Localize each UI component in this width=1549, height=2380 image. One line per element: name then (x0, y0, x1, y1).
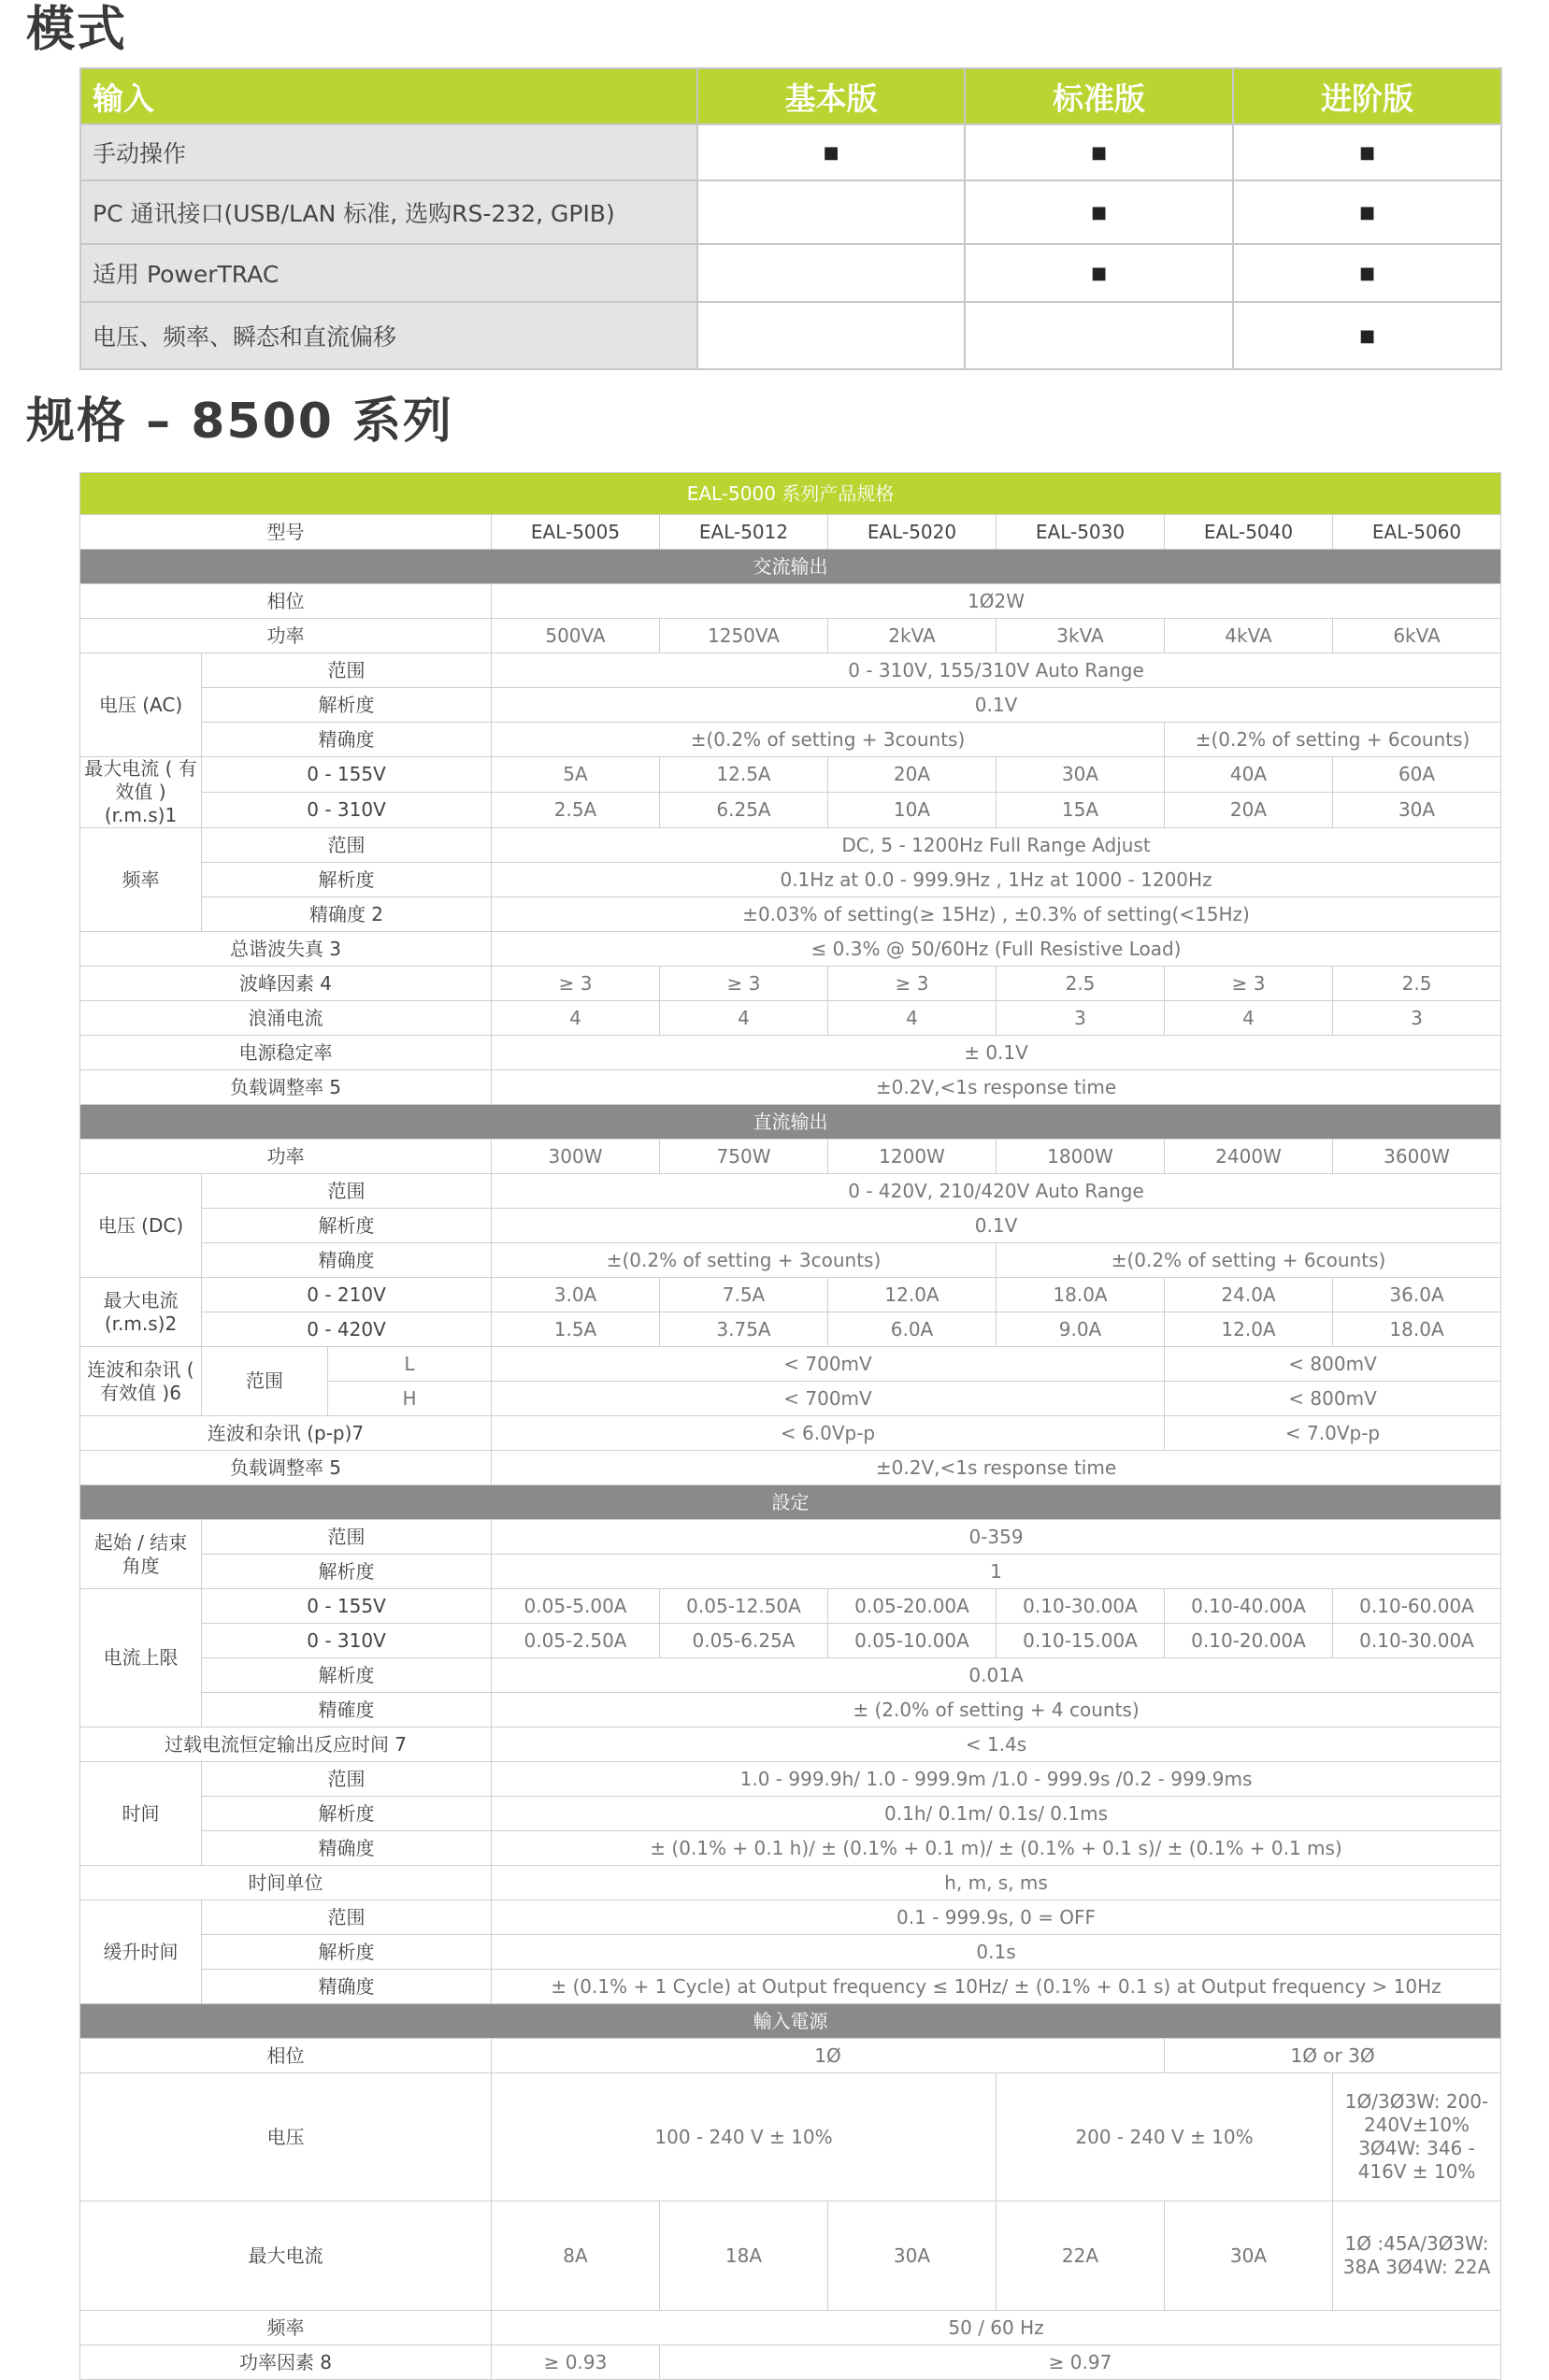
spec-row (80, 1831, 1501, 1866)
row-value: 1Ø (492, 2039, 1165, 2073)
spec-row (80, 1970, 1501, 2004)
group-label: 时间 (80, 1762, 202, 1866)
row-label: 精确度 (202, 723, 492, 757)
spec-row (80, 723, 1501, 757)
modes-header-advanced: 进阶版 (1233, 68, 1501, 124)
cell-value: 0.05-12.50A (660, 1589, 828, 1624)
row-label: 范围 (202, 1900, 492, 1935)
row-label: 过载电流恒定输出反应时间 7 (80, 1728, 492, 1762)
row-label: 波峰因素 4 (80, 967, 492, 1001)
cell-value: 0.10-30.00A (997, 1589, 1165, 1624)
modes-row-label: 手动操作 (80, 124, 697, 180)
row-value: < 6.0Vp-p (492, 1416, 1165, 1451)
spec-row (80, 1451, 1501, 1485)
modes-row-label: 适用 PowerTRAC (80, 244, 697, 302)
row-label: 相位 (80, 584, 492, 619)
row-label: 功率因素 8 (80, 2345, 492, 2380)
row-label: 精确度 (202, 1831, 492, 1866)
cell-value: 0.10-60.00A (1333, 1589, 1501, 1624)
spec-row (80, 688, 1501, 723)
cell-value: 12.5A (660, 757, 828, 793)
group-label: 缓升时间 (80, 1900, 202, 2004)
cell-value: 30A (1333, 793, 1501, 828)
row-value: < 800mV (1165, 1382, 1501, 1416)
row-value: ±(0.2% of setting + 3counts) (492, 723, 1165, 757)
modes-table (79, 67, 1502, 370)
row-value: 1.0 - 999.9h/ 1.0 - 999.9m /1.0 - 999.9s /0.2 - 999.9ms (492, 1762, 1501, 1797)
row-label: 0 - 155V (202, 757, 492, 793)
row-value: 200 - 240 V ± 10% (997, 2073, 1333, 2201)
row-label: 范围 (202, 1520, 492, 1555)
cell-value: 0.10-30.00A (1333, 1624, 1501, 1658)
row-label: 解析度 (202, 1555, 492, 1589)
row-label: 连波和杂讯 (p-p)7 (80, 1416, 492, 1451)
section-title: 設定 (80, 1485, 1501, 1520)
cell-value: 4 (1165, 1001, 1333, 1036)
row-label: 负载调整率 5 (80, 1451, 492, 1485)
row-label: 精确度 (202, 1243, 492, 1278)
spec-row (80, 1797, 1501, 1831)
row-label: 浪涌电流 (80, 1001, 492, 1036)
cell-value: 36.0A (1333, 1278, 1501, 1312)
row-value: ±(0.2% of setting + 6counts) (997, 1243, 1501, 1278)
modes-title: 模式 (26, 2, 128, 58)
cell-value: 1200W (828, 1140, 997, 1174)
cell-value: 6.25A (660, 793, 828, 828)
spec-row (80, 1036, 1501, 1070)
cell-value: 4 (660, 1001, 828, 1036)
row-value: 1Ø2W (492, 584, 1501, 619)
row-value: < 1.4s (492, 1728, 1501, 1762)
row-label: 0 - 310V (202, 793, 492, 828)
row-value: 0.1V (492, 688, 1501, 723)
cell-value: 2.5 (997, 967, 1165, 1001)
model-name: EAL-5060 (1333, 515, 1501, 550)
section-title: 交流输出 (80, 550, 1501, 584)
spec-row (80, 932, 1501, 967)
modes-row-label: 电压、频率、瞬态和直流偏移 (80, 302, 697, 369)
cell-value: 30A (997, 757, 1165, 793)
cell-value: 750W (660, 1140, 828, 1174)
row-label: 总谐波失真 3 (80, 932, 492, 967)
row-sublabel: L (328, 1347, 492, 1382)
model-name: EAL-5030 (997, 515, 1165, 550)
section-dc-output (80, 1105, 1501, 1140)
modes-header-basic: 基本版 (697, 68, 965, 124)
spec-row (80, 1347, 1501, 1382)
group-label: 电压 (AC) (80, 653, 202, 757)
row-sublabel: H (328, 1382, 492, 1416)
spec-row (80, 2345, 1501, 2380)
modes-mark (965, 302, 1233, 369)
cell-value: 8A (492, 2201, 660, 2311)
spec-row (80, 1866, 1501, 1900)
modes-mark: ■ (697, 124, 965, 180)
modes-mark: ■ (1233, 302, 1501, 369)
cell-value: 18.0A (997, 1278, 1165, 1312)
row-label: 精确度 (202, 1970, 492, 2004)
row-value: < 700mV (492, 1347, 1165, 1382)
cell-value: ≥ 3 (1165, 967, 1333, 1001)
cell-value: 3.0A (492, 1278, 660, 1312)
cell-value: 4 (492, 1001, 660, 1036)
cell-value: 30A (828, 2201, 997, 2311)
cell-value: 3kVA (997, 619, 1165, 653)
cell-value: 0.10-40.00A (1165, 1589, 1333, 1624)
cell-value: 22A (997, 2201, 1165, 2311)
spec-row (80, 1693, 1501, 1728)
modes-row-label: PC 通讯接口(USB/LAN 标准, 选购RS-232, GPIB) (80, 180, 697, 244)
spec-row (80, 1728, 1501, 1762)
cell-value: 0.05-6.25A (660, 1624, 828, 1658)
group-label: 起始 / 结束 角度 (80, 1520, 202, 1589)
model-label: 型号 (80, 515, 492, 550)
row-value: 1Ø or 3Ø (1165, 2039, 1501, 2073)
cell-value: 7.5A (660, 1278, 828, 1312)
row-value: < 800mV (1165, 1347, 1501, 1382)
modes-mark: ■ (965, 124, 1233, 180)
cell-value: 1250VA (660, 619, 828, 653)
modes-header-input: 输入 (80, 68, 697, 124)
row-value: ±(0.2% of setting + 6counts) (1165, 723, 1501, 757)
modes-mark: ■ (1233, 244, 1501, 302)
row-value: ≥ 0.97 (660, 2345, 1501, 2380)
spec-row (80, 1209, 1501, 1243)
row-label: 相位 (80, 2039, 492, 2073)
row-label: 0 - 420V (202, 1312, 492, 1347)
row-label: 范围 (202, 653, 492, 688)
cell-value: 2kVA (828, 619, 997, 653)
cell-value: 1.5A (492, 1312, 660, 1347)
modes-mark: ■ (1233, 124, 1501, 180)
spec-row (80, 1624, 1501, 1658)
group-label: 连波和杂讯 ( 有效值 )6 (80, 1347, 202, 1416)
spec-row (80, 1589, 1501, 1624)
row-label: 功率 (80, 1140, 492, 1174)
spec-row (80, 619, 1501, 653)
spec-row (80, 2201, 1501, 2311)
cell-value: 3 (1333, 1001, 1501, 1036)
cell-value: 6kVA (1333, 619, 1501, 653)
spec-table-title: EAL-5000 系列产品规格 (80, 473, 1501, 515)
row-value: 0.1 - 999.9s, 0 = OFF (492, 1900, 1501, 1935)
spec-row (80, 1762, 1501, 1797)
group-label: 最大电流 (r.m.s)2 (80, 1278, 202, 1347)
modes-header-row (80, 68, 1501, 124)
row-label: 0 - 310V (202, 1624, 492, 1658)
modes-mark (697, 302, 965, 369)
modes-header-standard: 标准版 (965, 68, 1233, 124)
row-label: 负载调整率 5 (80, 1070, 492, 1105)
spec-row (80, 1658, 1501, 1693)
model-name: EAL-5012 (660, 515, 828, 550)
spec-table-title-row (80, 473, 1501, 515)
cell-value: 1800W (997, 1140, 1165, 1174)
spec-row (80, 1174, 1501, 1209)
row-value: < 700mV (492, 1382, 1165, 1416)
spec-row (80, 1416, 1501, 1451)
cell-value: 18.0A (1333, 1312, 1501, 1347)
row-value: 100 - 240 V ± 10% (492, 2073, 997, 2201)
cell-value: 5A (492, 757, 660, 793)
row-label: 0 - 155V (202, 1589, 492, 1624)
spec-row (80, 863, 1501, 897)
row-value: ±0.2V,<1s response time (492, 1451, 1501, 1485)
spec-row (80, 1935, 1501, 1970)
group-label: 电压 (DC) (80, 1174, 202, 1278)
spec-row (80, 1001, 1501, 1036)
row-label: 功率 (80, 619, 492, 653)
cell-value: 30A (1165, 2201, 1333, 2311)
cell-value: ≥ 3 (828, 967, 997, 1001)
spec-row (80, 1070, 1501, 1105)
spec-row (80, 1278, 1501, 1312)
model-row (80, 515, 1501, 550)
cell-value: ≥ 3 (660, 967, 828, 1001)
cell-value: 0.05-5.00A (492, 1589, 660, 1624)
cell-value: 9.0A (997, 1312, 1165, 1347)
row-value: ± (2.0% of setting + 4 counts) (492, 1693, 1501, 1728)
row-value: < 7.0Vp-p (1165, 1416, 1501, 1451)
row-label: 精確度 (202, 1693, 492, 1728)
row-value: DC, 5 - 1200Hz Full Range Adjust (492, 828, 1501, 863)
cell-value: 12.0A (828, 1278, 997, 1312)
spec-row (80, 2039, 1501, 2073)
row-value: ±0.2V,<1s response time (492, 1070, 1501, 1105)
row-value: 1Ø/3Ø3W: 200-240V±10% 3Ø4W: 346 - 416V ± 10% (1333, 2073, 1501, 2201)
cell-value: 0.05-2.50A (492, 1624, 660, 1658)
cell-value: 3.75A (660, 1312, 828, 1347)
row-value: 0 - 420V, 210/420V Auto Range (492, 1174, 1501, 1209)
cell-value: 15A (997, 793, 1165, 828)
spec-title: 规格 – 8500 系列 (26, 394, 454, 450)
row-value: ± (0.1% + 1 Cycle) at Output frequency ≤ 10Hz/ ± (0.1% + 0.1 s) at Output frequency > 10Hz (492, 1970, 1501, 2004)
row-label: 范围 (202, 1762, 492, 1797)
row-value: h, m, s, ms (492, 1866, 1501, 1900)
row-label: 解析度 (202, 1935, 492, 1970)
row-label: 范围 (202, 1174, 492, 1209)
cell-value: 20A (828, 757, 997, 793)
modes-row (80, 302, 1501, 369)
row-label: 范围 (202, 1347, 328, 1416)
row-label: 频率 (80, 2311, 492, 2345)
spec-row (80, 1900, 1501, 1935)
model-name: EAL-5005 (492, 515, 660, 550)
cell-value: 24.0A (1165, 1278, 1333, 1312)
spec-row (80, 1555, 1501, 1589)
spec-row (80, 757, 1501, 793)
row-value: 0.1h/ 0.1m/ 0.1s/ 0.1ms (492, 1797, 1501, 1831)
modes-mark: ■ (1233, 180, 1501, 244)
cell-value: 500VA (492, 619, 660, 653)
cell-value: 4kVA (1165, 619, 1333, 653)
spec-row (80, 653, 1501, 688)
row-value: 0.1V (492, 1209, 1501, 1243)
row-value: 50 / 60 Hz (492, 2311, 1501, 2345)
spec-row (80, 1140, 1501, 1174)
section-input-power (80, 2004, 1501, 2039)
row-label: 解析度 (202, 1209, 492, 1243)
row-value: 0.1Hz at 0.0 - 999.9Hz , 1Hz at 1000 - 1200Hz (492, 863, 1501, 897)
row-value: 0 - 310V, 155/310V Auto Range (492, 653, 1501, 688)
row-label: 精确度 2 (202, 897, 492, 932)
spec-row (80, 2073, 1501, 2201)
cell-value: 0.05-10.00A (828, 1624, 997, 1658)
modes-mark: ■ (965, 244, 1233, 302)
row-value: 0-359 (492, 1520, 1501, 1555)
spec-row (80, 2311, 1501, 2345)
modes-mark: ■ (965, 180, 1233, 244)
spec-table (79, 472, 1501, 2380)
row-label: 时间单位 (80, 1866, 492, 1900)
cell-value: 0.10-20.00A (1165, 1624, 1333, 1658)
row-label: 解析度 (202, 688, 492, 723)
cell-value: 3600W (1333, 1140, 1501, 1174)
row-value: ±0.03% of setting(≥ 15Hz) , ±0.3% of setting(<15Hz) (492, 897, 1501, 932)
cell-value: 300W (492, 1140, 660, 1174)
modes-row (80, 124, 1501, 180)
row-label: 0 - 210V (202, 1278, 492, 1312)
cell-value: 20A (1165, 793, 1333, 828)
modes-mark (697, 244, 965, 302)
cell-value: 10A (828, 793, 997, 828)
row-value: ± 0.1V (492, 1036, 1501, 1070)
cell-value: 2.5A (492, 793, 660, 828)
row-label: 电源稳定率 (80, 1036, 492, 1070)
spec-row (80, 1312, 1501, 1347)
cell-value: 6.0A (828, 1312, 997, 1347)
model-name: EAL-5040 (1165, 515, 1333, 550)
row-label: 解析度 (202, 1658, 492, 1693)
group-label: 频率 (80, 828, 202, 932)
modes-row (80, 180, 1501, 244)
spec-row (80, 1520, 1501, 1555)
group-label: 电流上限 (80, 1589, 202, 1728)
cell-value: 60A (1333, 757, 1501, 793)
cell-value: 40A (1165, 757, 1333, 793)
model-name: EAL-5020 (828, 515, 997, 550)
section-title: 輸入電源 (80, 2004, 1501, 2039)
cell-value: 4 (828, 1001, 997, 1036)
row-value: 0.1s (492, 1935, 1501, 1970)
cell-value: 18A (660, 2201, 828, 2311)
cell-value: 1Ø :45A/3Ø3W: 38A 3Ø4W: 22A (1333, 2201, 1501, 2311)
row-label: 范围 (202, 828, 492, 863)
spec-row (80, 828, 1501, 863)
section-ac-output (80, 550, 1501, 584)
cell-value: 3 (997, 1001, 1165, 1036)
cell-value: 2.5 (1333, 967, 1501, 1001)
cell-value: ≥ 3 (492, 967, 660, 1001)
cell-value: 2400W (1165, 1140, 1333, 1174)
row-value: ≥ 0.93 (492, 2345, 660, 2380)
spec-row (80, 967, 1501, 1001)
modes-row (80, 244, 1501, 302)
row-value: 1 (492, 1555, 1501, 1589)
spec-row (80, 793, 1501, 828)
cell-value: 0.10-15.00A (997, 1624, 1165, 1658)
spec-row (80, 1243, 1501, 1278)
section-title: 直流输出 (80, 1105, 1501, 1140)
spec-row (80, 897, 1501, 932)
row-value: 0.01A (492, 1658, 1501, 1693)
row-value: ±(0.2% of setting + 3counts) (492, 1243, 997, 1278)
cell-value: 12.0A (1165, 1312, 1333, 1347)
modes-mark (697, 180, 965, 244)
section-setting (80, 1485, 1501, 1520)
row-label: 电压 (80, 2073, 492, 2201)
row-label: 最大电流 (80, 2201, 492, 2311)
cell-value: 0.05-20.00A (828, 1589, 997, 1624)
row-label: 解析度 (202, 1797, 492, 1831)
spec-row (80, 584, 1501, 619)
group-label: 最大电流 ( 有效值 ) (r.m.s)1 (80, 757, 202, 828)
row-label: 解析度 (202, 863, 492, 897)
row-value: ≤ 0.3% @ 50/60Hz (Full Resistive Load) (492, 932, 1501, 967)
row-value: ± (0.1% + 0.1 h)/ ± (0.1% + 0.1 m)/ ± (0.1% + 0.1 s)/ ± (0.1% + 0.1 ms) (492, 1831, 1501, 1866)
